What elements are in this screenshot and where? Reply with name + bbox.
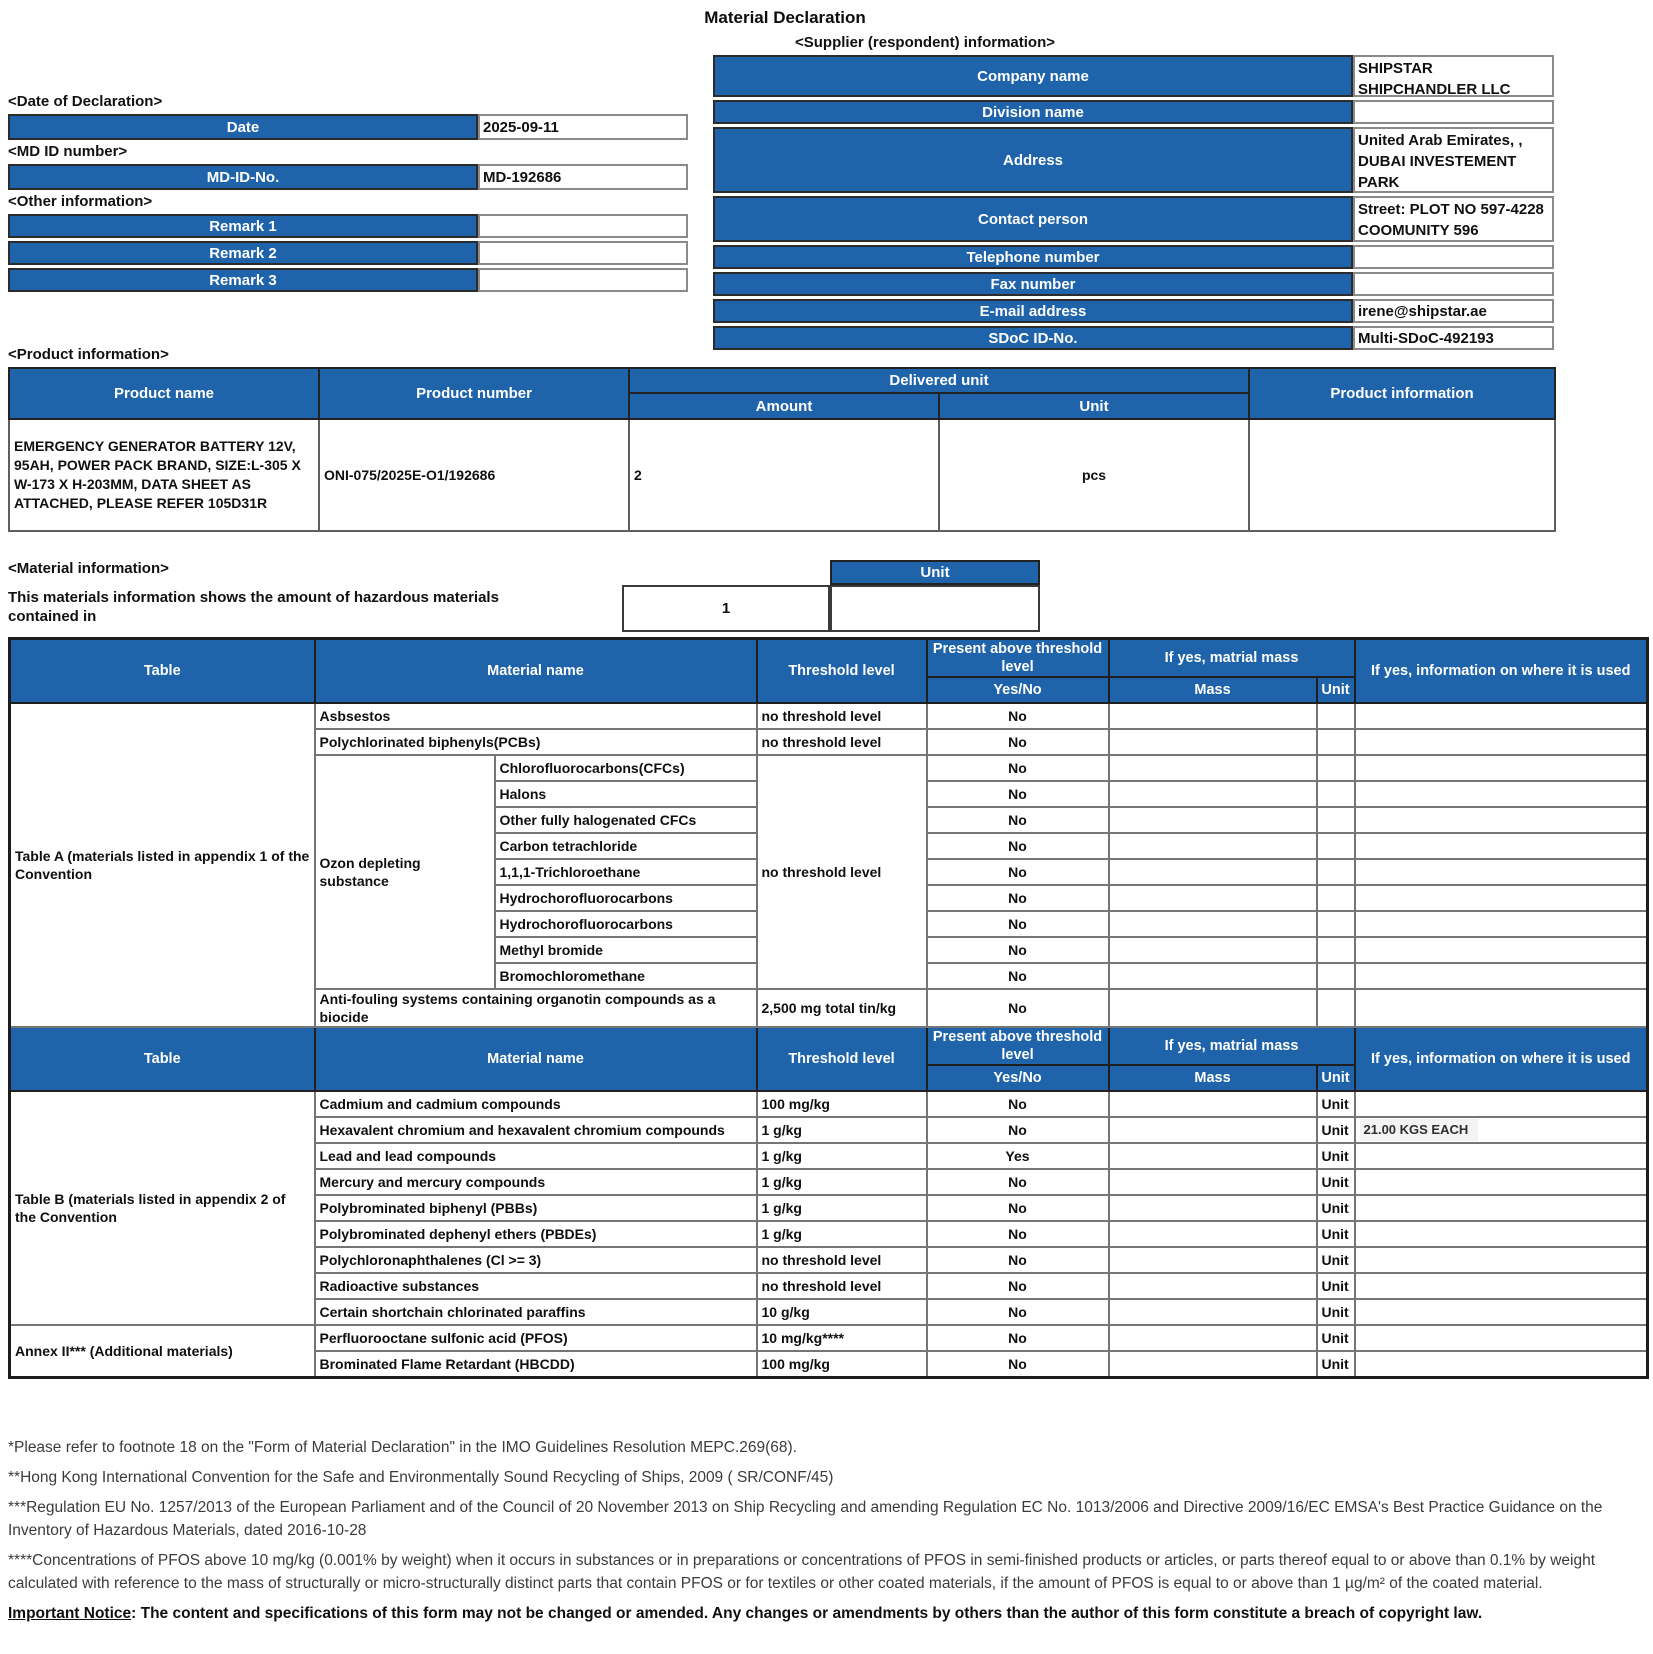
threshold-col-header: Threshold level <box>757 1027 927 1091</box>
unit-cell <box>1317 807 1355 833</box>
table-row <box>10 1091 1648 1117</box>
present-cell: No <box>927 1221 1109 1247</box>
date-row <box>8 114 689 140</box>
material-name-cell: Halons <box>495 781 757 807</box>
present-cell: No <box>927 911 1109 937</box>
contact-person-value: Street: PLOT NO 597-4228 COOMUNITY 596 <box>1353 196 1554 242</box>
product-info-cell <box>1249 419 1555 531</box>
important-notice-text: : The content and specifications of this form may not be changed or amended. Any changes or amendments by others than the author of this form constitute a breach of copyright law. <box>131 1605 1483 1622</box>
product-section <box>8 346 1554 532</box>
where-used-cell <box>1355 989 1648 1027</box>
email-label: E-mail address <box>713 299 1353 323</box>
mass-cell <box>1109 703 1317 729</box>
unit-cell <box>1317 885 1355 911</box>
footnote-4: ****Concentrations of PFOS above 10 mg/kg (0.001% by weight) when it occurs in substances or in preparations or concentrations of PFOS in semi-finished products or articles, or parts thereof equal to or above than 0.1% by weight calculated with reference to the mass of structurally or micro-structurally distinct parts that contain PFOS or for textiles or other coated materials, if the amount of PFOS is equal to or above than 1 µg/m² of the coated material. <box>8 1552 1595 1592</box>
sdoc-id-label: SDoC ID-No. <box>713 326 1353 350</box>
unit-col-header: Unit <box>1317 1065 1355 1091</box>
company-name-value: SHIPSTAR SHIPCHANDLER LLC <box>1353 55 1554 97</box>
threshold-cell: 10 mg/kg**** <box>757 1325 927 1351</box>
mass-cell <box>1109 937 1317 963</box>
division-name-label: Division name <box>713 100 1353 124</box>
remark-1-label: Remark 1 <box>8 214 478 238</box>
present-cell: No <box>927 1117 1109 1143</box>
unit-cell <box>1317 963 1355 989</box>
mass-cell <box>1109 1221 1317 1247</box>
mass-group-col-header: If yes, matrial mass <box>1109 1027 1355 1065</box>
material-name-cell: Polychlorinated biphenyls(PCBs) <box>315 729 757 755</box>
md-id-value: MD-192686 <box>478 164 688 190</box>
product-info-header: Product information <box>1249 368 1555 419</box>
footnote-3: ***Regulation EU No. 1257/2013 of the European Parliament and of the Council of 20 November 2013 on Ship Recycling and amending Regulation EC No. 1013/2006 and Directive 2009/16/EC EMSA's Best Practice Guidance on the Inventory of Hazardous Materials, dated 2016-10-28 <box>8 1499 1603 1539</box>
product-number-header: Product number <box>319 368 629 419</box>
materials-table-section <box>8 637 1649 1379</box>
product-table <box>8 367 1556 532</box>
where-used-cell <box>1355 937 1648 963</box>
threshold-cell: 100 mg/kg <box>757 1091 927 1117</box>
present-col-header: Present above threshold level <box>927 1027 1109 1065</box>
mass-cell <box>1109 1169 1317 1195</box>
where-used-cell <box>1355 755 1648 781</box>
material-name-cell: Polybrominated dephenyl ethers (PBDEs) <box>315 1221 757 1247</box>
supplier-section-label: <Supplier (respondent) information> <box>794 34 1056 51</box>
where-used-cell <box>1355 1299 1648 1325</box>
material-info-section <box>8 560 1108 636</box>
where-used-col-header: If yes, information on where it is used <box>1355 1027 1648 1091</box>
where-used-cell <box>1355 1351 1648 1377</box>
present-cell: No <box>927 807 1109 833</box>
present-cell: No <box>927 1351 1109 1377</box>
mass-cell <box>1109 1299 1317 1325</box>
mass-cell <box>1109 885 1317 911</box>
footnote-2: **Hong Kong International Convention for the Safe and Environmentally Sound Recycling of Ships, 2009 ( SR/CONF/45) <box>8 1469 834 1486</box>
remark-2-label: Remark 2 <box>8 241 478 265</box>
material-intro-text: This materials information shows the amount of hazardous materials contained in <box>8 589 499 625</box>
where-used-cell <box>1355 1143 1648 1169</box>
present-cell: No <box>927 937 1109 963</box>
where-used-cell <box>1355 1221 1648 1247</box>
md-section-label: <MD ID number> <box>8 143 128 160</box>
mass-cell <box>1109 833 1317 859</box>
threshold-cell: no threshold level <box>757 1273 927 1299</box>
where-used-cell <box>1355 1117 1648 1143</box>
threshold-cell: 1 g/kg <box>757 1221 927 1247</box>
threshold-cell: 1 g/kg <box>757 1143 927 1169</box>
where-used-cell <box>1355 703 1648 729</box>
material-name-cell: Cadmium and cadmium compounds <box>315 1091 757 1117</box>
unit-cell: Unit <box>1317 1299 1355 1325</box>
where-used-cell <box>1355 1247 1648 1273</box>
telephone-label: Telephone number <box>713 245 1353 269</box>
unit-col-header: Unit <box>1317 677 1355 703</box>
threshold-cell: 10 g/kg <box>757 1299 927 1325</box>
unit-cell <box>1317 911 1355 937</box>
present-col-header: Present above threshold level <box>927 639 1109 678</box>
contact-person-label: Contact person <box>713 196 1353 242</box>
unit-cell <box>1317 781 1355 807</box>
present-cell: No <box>927 833 1109 859</box>
product-section-label: <Product information> <box>8 346 169 363</box>
where-used-cell <box>1355 963 1648 989</box>
unit-cell <box>1317 755 1355 781</box>
where-used-cell <box>1355 1325 1648 1351</box>
contained-unit-cell <box>830 585 1040 632</box>
threshold-cell: no threshold level <box>757 703 927 729</box>
present-cell: No <box>927 1325 1109 1351</box>
mass-cell <box>1109 1351 1317 1377</box>
material-name-cell: Certain shortchain chlorinated paraffins <box>315 1299 757 1325</box>
remark-3-label: Remark 3 <box>8 268 478 292</box>
date-section-label: <Date of Declaration> <box>8 93 163 110</box>
material-name-cell: Hexavalent chromium and hexavalent chromium compounds <box>315 1117 757 1143</box>
supplier-row-email <box>713 299 1555 323</box>
address-value: United Arab Emirates, , DUBAI INVESTEMENT PARK <box>1353 127 1554 193</box>
where-used-cell <box>1355 1169 1648 1195</box>
table-b-label-cell: Table B (materials listed in appendix 2 of the Convention <box>10 1091 315 1325</box>
where-used-note: 21.00 KGS EACH <box>1360 1119 1479 1141</box>
amount-header: Amount <box>629 393 939 419</box>
annex-label-cell: Annex II*** (Additional materials) <box>10 1325 315 1377</box>
mass-cell <box>1109 755 1317 781</box>
where-used-cell <box>1355 859 1648 885</box>
material-name-cell: Mercury and mercury compounds <box>315 1169 757 1195</box>
material-name-cell: Brominated Flame Retardant (HBCDD) <box>315 1351 757 1377</box>
where-used-cell <box>1355 1273 1648 1299</box>
present-cell: No <box>927 859 1109 885</box>
present-cell: No <box>927 1169 1109 1195</box>
unit-cell <box>1317 989 1355 1027</box>
unit-cell: Unit <box>1317 1273 1355 1299</box>
material-name-cell: Hydrochorofluorocarbons <box>495 911 757 937</box>
remark-3-value <box>478 268 688 292</box>
present-cell: No <box>927 1091 1109 1117</box>
material-name-cell: Bromochloromethane <box>495 963 757 989</box>
unit-cell: Unit <box>1317 1091 1355 1117</box>
where-used-cell <box>1355 911 1648 937</box>
mass-col-header: Mass <box>1109 1065 1317 1091</box>
mass-cell <box>1109 911 1317 937</box>
present-cell: No <box>927 1195 1109 1221</box>
unit-cell <box>1317 937 1355 963</box>
material-name-cell: Radioactive substances <box>315 1273 757 1299</box>
present-cell: No <box>927 1299 1109 1325</box>
unit-cell: Unit <box>1317 1195 1355 1221</box>
present-cell: No <box>927 755 1109 781</box>
where-used-cell <box>1355 1091 1648 1117</box>
contained-unit-header: Unit <box>830 560 1040 585</box>
material-section-label: <Material information> <box>8 560 169 577</box>
unit-cell <box>1317 729 1355 755</box>
mass-cell <box>1109 1195 1317 1221</box>
date-value: 2025-09-11 <box>478 114 688 140</box>
present-cell: No <box>927 989 1109 1027</box>
material-name-cell: Perfluorooctane sulfonic acid (PFOS) <box>315 1325 757 1351</box>
address-label: Address <box>713 127 1353 193</box>
material-name-cell: Lead and lead compounds <box>315 1143 757 1169</box>
remark-2-value <box>478 241 688 265</box>
yes-no-col-header: Yes/No <box>927 1065 1109 1091</box>
mass-col-header: Mass <box>1109 677 1317 703</box>
delivered-unit-header: Delivered unit <box>629 368 1249 393</box>
mass-cell <box>1109 1143 1317 1169</box>
unit-cell: Unit <box>1317 1247 1355 1273</box>
present-cell: No <box>927 1273 1109 1299</box>
remark-3-row <box>8 268 689 292</box>
material-name-cell: Other fully halogenated CFCs <box>495 807 757 833</box>
unit-cell <box>1317 833 1355 859</box>
table-col-header: Table <box>10 1027 315 1091</box>
product-name-cell: EMERGENCY GENERATOR BATTERY 12V, 95AH, POWER PACK BRAND, SIZE:L-305 X W-173 X H-203MM, DATA SHEET AS ATTACHED, PLEASE REFER 105D31R <box>9 419 319 531</box>
present-cell: No <box>927 703 1109 729</box>
unit-cell: Unit <box>1317 1221 1355 1247</box>
important-notice-label: Important Notice <box>8 1605 132 1622</box>
table-a-label-cell: Table A (materials listed in appendix 1 of the Convention <box>10 703 315 1027</box>
mass-cell <box>1109 729 1317 755</box>
fax-label: Fax number <box>713 272 1353 296</box>
footnotes-section <box>8 1436 1648 1632</box>
supplier-row-fax <box>713 272 1555 296</box>
material-name-cell: Methyl bromide <box>495 937 757 963</box>
present-cell: No <box>927 781 1109 807</box>
supplier-row-division <box>713 100 1555 124</box>
material-name-cell: Carbon tetrachloride <box>495 833 757 859</box>
sdoc-id-value: Multi-SDoC-492193 <box>1353 326 1554 350</box>
page-title: Material Declaration <box>704 8 866 27</box>
where-used-cell <box>1355 833 1648 859</box>
mass-cell <box>1109 1247 1317 1273</box>
present-cell: No <box>927 1247 1109 1273</box>
mass-cell <box>1109 1325 1317 1351</box>
supplier-row-company <box>713 55 1555 97</box>
mass-cell <box>1109 807 1317 833</box>
unit-cell: Unit <box>1317 1143 1355 1169</box>
remark-1-row <box>8 214 689 238</box>
table-col-header: Table <box>10 639 315 704</box>
declaration-section <box>8 90 689 295</box>
product-unit-cell: pcs <box>939 419 1249 531</box>
threshold-cell: 1 g/kg <box>757 1169 927 1195</box>
threshold-cell: 100 mg/kg <box>757 1351 927 1377</box>
where-used-cell <box>1355 729 1648 755</box>
mass-group-col-header: If yes, matrial mass <box>1109 639 1355 678</box>
where-used-cell <box>1355 781 1648 807</box>
contained-amount-cell: 1 <box>622 585 830 632</box>
unit-cell: Unit <box>1317 1169 1355 1195</box>
product-amount-cell: 2 <box>629 419 939 531</box>
material-name-col-header: Material name <box>315 1027 757 1091</box>
other-section-label: <Other information> <box>8 193 153 210</box>
remark-2-row <box>8 241 689 265</box>
telephone-value <box>1353 245 1554 269</box>
threshold-col-header: Threshold level <box>757 639 927 704</box>
where-used-col-header: If yes, information on where it is used <box>1355 639 1648 704</box>
materials-table <box>8 637 1649 1379</box>
supplier-row-address <box>713 127 1555 193</box>
present-cell: No <box>927 729 1109 755</box>
threshold-cell: 2,500 mg total tin/kg <box>757 989 927 1027</box>
company-name-label: Company name <box>713 55 1353 97</box>
material-name-cell: Hydrochorofluorocarbons <box>495 885 757 911</box>
unit-cell <box>1317 859 1355 885</box>
threshold-cell: 1 g/kg <box>757 1117 927 1143</box>
material-name-cell: Polybrominated biphenyl (PBBs) <box>315 1195 757 1221</box>
table-row <box>10 703 1648 729</box>
unit-cell: Unit <box>1317 1325 1355 1351</box>
unit-cell: Unit <box>1317 1351 1355 1377</box>
where-used-cell <box>1355 1195 1648 1221</box>
present-cell: No <box>927 963 1109 989</box>
supplier-row-telephone <box>713 245 1555 269</box>
footnote-1: *Please refer to footnote 18 on the "Form of Material Declaration" in the IMO Guidelines Resolution MEPC.269(68). <box>8 1439 797 1456</box>
mass-cell <box>1109 989 1317 1027</box>
md-id-label: MD-ID-No. <box>8 164 478 190</box>
threshold-cell: no threshold level <box>757 755 927 989</box>
material-name-col-header: Material name <box>315 639 757 704</box>
unit-header: Unit <box>939 393 1249 419</box>
material-name-cell: 1,1,1-Trichloroethane <box>495 859 757 885</box>
product-name-header: Product name <box>9 368 319 419</box>
mass-cell <box>1109 1117 1317 1143</box>
remark-1-value <box>478 214 688 238</box>
table-row <box>10 1325 1648 1351</box>
threshold-cell: 1 g/kg <box>757 1195 927 1221</box>
md-id-row <box>8 164 689 190</box>
mass-cell <box>1109 1273 1317 1299</box>
mass-cell <box>1109 963 1317 989</box>
material-name-cell: Anti-fouling systems containing organotin compounds as a biocide <box>315 989 757 1027</box>
where-used-cell <box>1355 885 1648 911</box>
supplier-row-contact <box>713 196 1555 242</box>
threshold-cell: no threshold level <box>757 729 927 755</box>
mass-cell <box>1109 1091 1317 1117</box>
mass-cell <box>1109 859 1317 885</box>
fax-value <box>1353 272 1554 296</box>
product-number-cell: ONI-075/2025E-O1/192686 <box>319 419 629 531</box>
important-notice <box>8 1602 1648 1625</box>
material-name-cell: Asbsestos <box>315 703 757 729</box>
division-name-value <box>1353 100 1554 124</box>
where-used-cell <box>1355 807 1648 833</box>
present-cell: Yes <box>927 1143 1109 1169</box>
unit-cell: Unit <box>1317 1117 1355 1143</box>
material-name-cell: Polychloronaphthalenes (Cl >= 3) <box>315 1247 757 1273</box>
material-name-cell: Chlorofluorocarbons(CFCs) <box>495 755 757 781</box>
yes-no-col-header: Yes/No <box>927 677 1109 703</box>
supplier-section <box>713 34 1555 353</box>
date-label: Date <box>8 114 478 140</box>
ozone-group-label-cell: Ozon depleting substance <box>315 755 495 989</box>
mass-cell <box>1109 781 1317 807</box>
unit-cell <box>1317 703 1355 729</box>
present-cell: No <box>927 885 1109 911</box>
threshold-cell: no threshold level <box>757 1247 927 1273</box>
email-value: irene@shipstar.ae <box>1353 299 1554 323</box>
